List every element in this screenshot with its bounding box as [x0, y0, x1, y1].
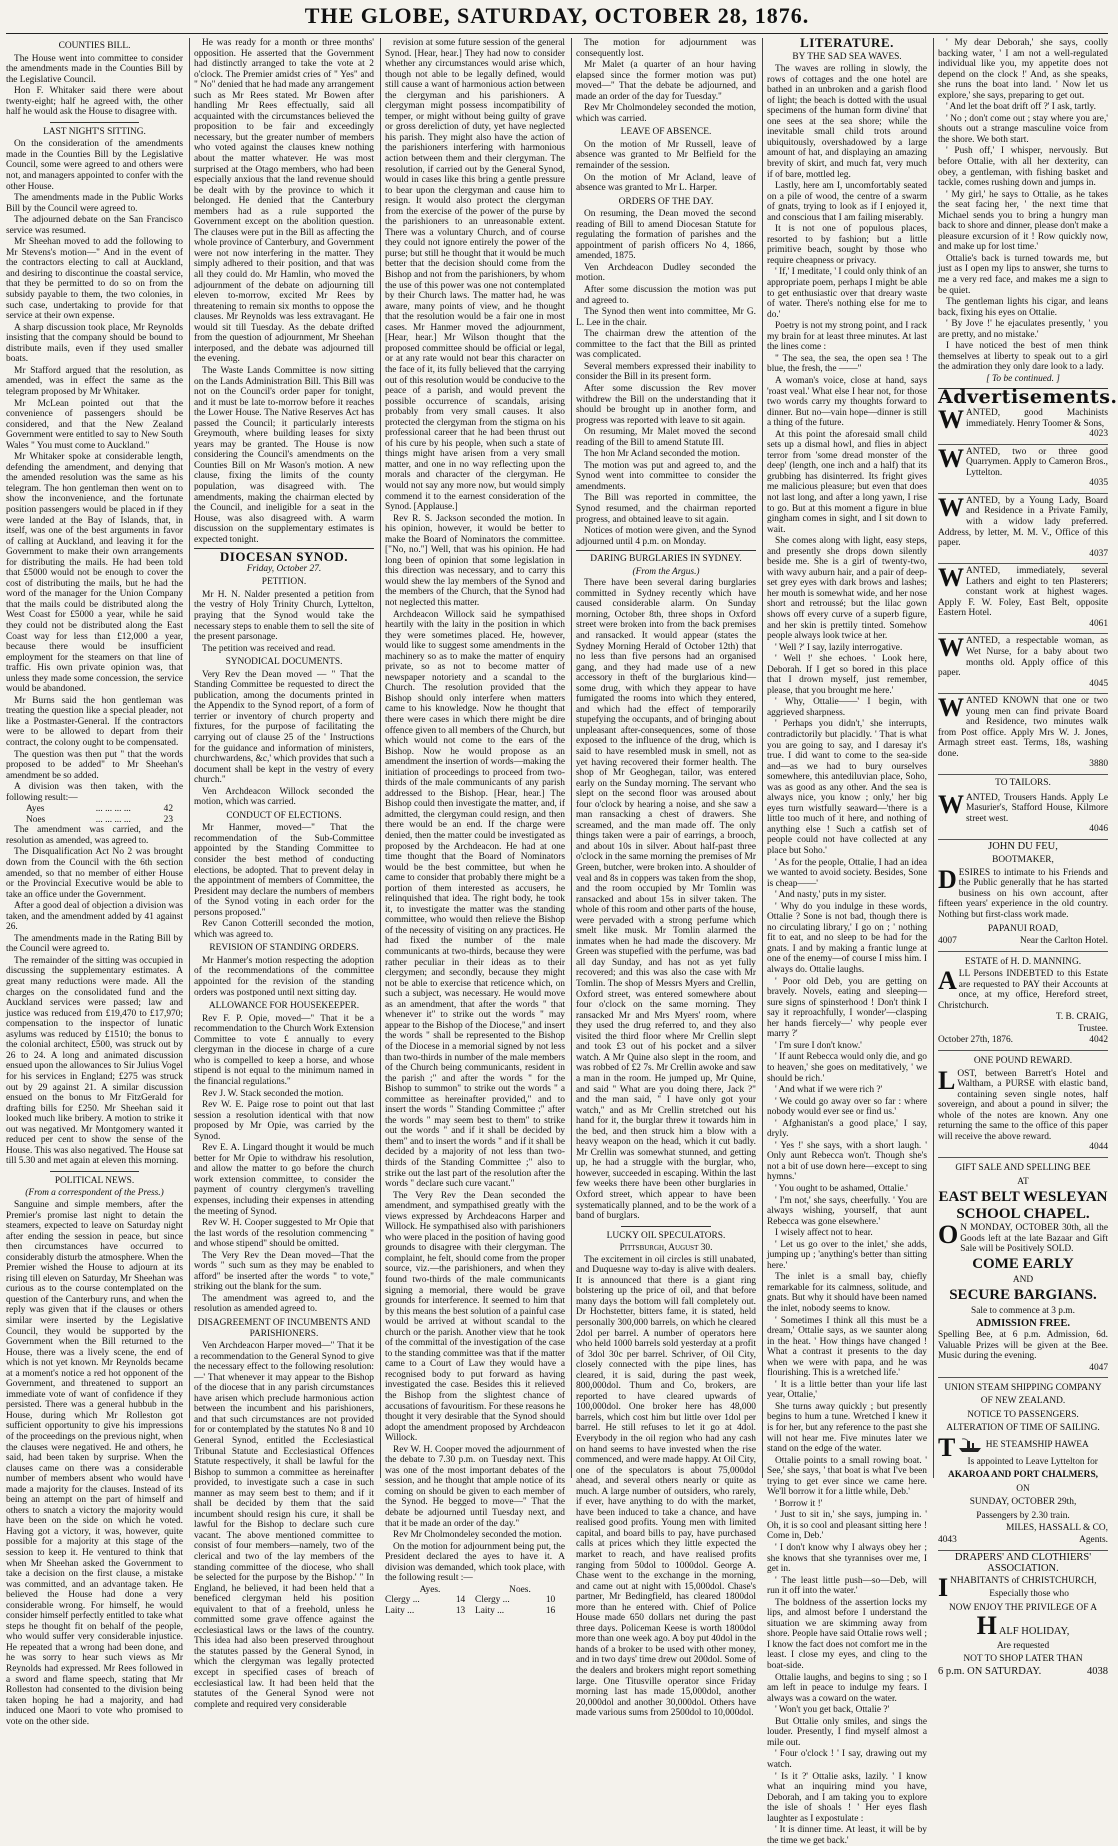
dropcap: I [938, 1572, 949, 1602]
ad-number: 4023 [1089, 429, 1108, 440]
paragraph: The amendments made in the Public Works Bill by the Council were agreed to. [6, 193, 183, 214]
estate-role: Trustee. [1077, 1023, 1108, 1034]
paragraph: On the motion of Mr Russell, leave of absence was granted to Mr Belfield for the remainder of the session. [576, 139, 756, 172]
paragraph: On the motion of Mr Acland, leave of absence was granted to Mr L. Harper. [576, 172, 756, 194]
division-noes-head: Noes. [509, 1584, 531, 1595]
steamship-name: HE STEAMSHIP HAWEA [985, 1439, 1089, 1450]
gift-sale-ad [938, 1158, 1108, 1378]
revision-body [194, 956, 374, 998]
du-feu-address: PAPANUI ROAD, [987, 923, 1059, 934]
paragraph: After some discussion the Rev mover withdrew the Bill on the understanding that it should be brought up in another form, and progress was reported with leave to sit again. [576, 383, 756, 426]
ad-number: 4038 [1087, 1665, 1108, 1677]
orders-day-heading: ORDERS OF THE DAY. [618, 196, 714, 207]
paragraph: Very Rev the Dean moved — " That the Standing Committee be requested to direct the publication, among the documents printed in the Appendix to the Synod report, of a form of terrier or inventory of church property and fixtures, for the purpose of facilitating the carrying out of clause 25 of the ' Instructions for the guidance and information of ministers, churchwardens, &c,' which provides that such a document shall be kept in the vestry of every church." [194, 669, 374, 786]
paragraph: ' Afghanistan's a good place,' I say, dryly. [767, 1118, 927, 1140]
counties-bill-heading: COUNTIES BILL. [58, 41, 131, 51]
gift-come-early: COME EARLY [972, 1255, 1074, 1272]
gift-venue-line1: EAST BELT WESLEYAN [938, 1189, 1108, 1206]
column-divider [762, 38, 763, 1478]
diocesan-synod-heading: DIOCESAN SYNOD. [219, 549, 349, 565]
conduct-elections-heading: CONDUCT OF ELECTIONS. [226, 810, 342, 821]
ad-text: ANTED, immediately, several Lathers and eight to ten Plasterers; constant work at highest wages. Apply F. W. Foley, East Belt, opposite Eastern Hotel. [938, 566, 1108, 619]
dropcap: A [938, 966, 957, 996]
dropcap: W [938, 563, 964, 593]
laity-label: Laity ... [385, 1605, 415, 1616]
counties-bill-body [6, 54, 183, 118]
synod-division-table [385, 1585, 565, 1617]
paragraph: Sanguine and simple members, after the Premier's promise last night to detain the steamers, expected to leave on Saturday night after ending the session in peace, but since then circumstances have occurred to considerably disturb the atmosphere. When the Premier wished the House to adjourn at its rising till eleven on Saturday, Mr Sheehan was curious as to the course contemplated on the question of the Canterbury runs, and when the reply was given that if the clauses or others similar were inserted by the Legislative Council, they would be supported by the Government when the Bill returned to the House, there was a lively scene, the end of which is not yet known. Mr Reynolds became at a moment's notice a red hot opponent of the Government, and threatened to support an immediate vote of want of confidence if they persisted. There was a general hubbub in the House, during which Mr Rolleston got sufficient opportunity to give his impressions of the proceedings on the previous night, when the clauses were negatived. He and others, he said, had been taken by surprise. When the clauses came on there was a considerable number of members absent who would have made a majority for the clauses. Instead of its being an attempt on the part of himself and others to snatch a victory the majority would have been on the side on which he voted. Having got a victory, it was, however, quite possible for a majority at this stage of the session to keep it. He ventured to think that when Mr Sheehan asked the Government to take a decision on the first clause, a mistake was committed, and an advantage taken. He believed the House had done a very considerable wrong. For himself, he would consider himself perfectly entitled to take what steps he thought fit on behalf of the people, who would suffer very considerable injustice. He repeated that a wrong had been done, and he was sorry to hear such views as Mr Reynolds had expressed. Mr Rees followed in a sword and flame speech, stating that Mr Rolleston had consented to the division being taken hoping he had a majority, and had induced one Maori to vote who promised to vote on the other side. [6, 1199, 183, 1727]
estate-ad [938, 952, 1108, 1051]
paragraph: It is not one of populous places, resorted to by fashion; but a little primitive beach, sought by those who require cheapness or privacy. [767, 224, 927, 266]
paragraph: Mr Hanmer's motion respecting the adoption of the recommendations of the committee appointed for the revision of the standing orders was postponed until next sitting day. [194, 955, 374, 998]
section-rule [621, 1226, 711, 1227]
union-agents: Agents. [1079, 1534, 1108, 1545]
paragraph: The waves are rolling in slowly, the rows of cottages and the one hotel are bathed in an unbroken and a garish flood of light; the beach is dotted with the usual specimens of the human form divine' that one sees at the sea shore; while the inevitable small child trots around ubiquitously, overshadowed by a large amount of hat, and displaying an amazing brevity of skirt, and much fat, very much if of bare, mottled leg. [767, 64, 927, 180]
estate-signatory: T. B. CRAIG, [1055, 1012, 1108, 1023]
division-table: Ayes ... ... ... ... 42 Noes ... ... ... ... 23 [6, 804, 183, 825]
paragraph: She turns away quickly ; but presently begins to hum a tune. Wretched I knew it is for her, but any reference to the past she will not hear me. Five minutes later we stand on the edge of the water. [767, 1401, 927, 1455]
drapers-ad [938, 1551, 1108, 1682]
section-rule [576, 550, 756, 551]
column-divider [571, 38, 572, 1478]
clergy-ayes: 14 [455, 1595, 466, 1606]
paragraph: ' Why, Ottalie——' I begin, with aggrieved sharpness. [767, 697, 927, 718]
paragraph: The boldness of the assertion locks my lips, and almost before I understand the situation we are skimming away from shore. People have said Ottalie rows well ; I know the fact does not comfort me in the least. I close my eyes, and cling to the boat-side. [767, 1597, 927, 1672]
ad-text: Spelling Bee, at 6 p.m. Admission, 6d. Valuable Prizes will be given at the Bee. Music during the evening. [938, 1330, 1108, 1362]
drapers-not-to-shop: NOT TO SHOP LATER THAN [963, 1654, 1083, 1665]
clergy-noes: 10 [545, 1595, 556, 1606]
clergy-label: Clergy ... [385, 1595, 420, 1606]
paragraph: Ottalie points to a small rowing boat. ' See,' she says, ' that boat is what I've been trying to get ever since we came here. We'll borrow it for a little while, Deb.' [767, 1455, 927, 1498]
paragraph: ' If aunt Rebecca would only die, and go to heaven,' she goes on meditatively, ' we should be rich.' [767, 1052, 927, 1084]
paragraph: Mr Malet (a quarter of an hour having elapsed since the former motion was put) moved—" That the debate be adjourned, and made an order of the day for Tuesday." [576, 60, 756, 102]
paragraph: Rev J. W. Stack seconded the motion. [202, 1088, 344, 1099]
paragraph: I have noticed the best of men think themselves at liberty to speak out to a girl the admiration they only dare look to a lady. [938, 341, 1108, 373]
clergy-label: Clergy ... [474, 1595, 510, 1606]
du-feu-trade: BOOTMAKER, [992, 855, 1054, 866]
paragraph: Rev E. A. Lingard thought it would be much better for Mr Opie to withdraw his resolution, and allow the matter to go before the church work extension committee, to consider the payment of country clergymen's travelling expenses, including their expenses in attending the meeting of Synod. [194, 1143, 374, 1217]
dropcap: W [938, 443, 964, 473]
paragraph: The Very Rev the Dean moved—That the words " such sum as they may be enabled to afford" be inserted after the words " to vote," striking out the blank for the sum. [194, 1250, 374, 1293]
paragraph: " The sea, the sea, the open sea ! The blue, the fresh, the ——" [767, 353, 927, 375]
political-news-body [6, 1200, 183, 1727]
gift-venue-line2: SCHOOL CHAPEL. [956, 1206, 1090, 1223]
paragraph: Ven Archdeacon Dudley seconded the motion. [576, 262, 756, 284]
masthead-rule [6, 33, 1108, 34]
column-5 [767, 35, 927, 1846]
ad-number: 4035 [1089, 478, 1108, 489]
paragraph: Several members expressed their inability to consider the Bill in its present form. [576, 361, 756, 383]
political-news-continued [194, 38, 374, 545]
paragraph: I wisely affect not to hear. [775, 1228, 873, 1239]
paragraph: ' Perhaps you didn't,' she interrupts, contradictorily but placidly. ' That is what you are going to say, and I daresay it's true. I did want to come to the sea-side and—as we had to bury ourselves somewhere, this antediluvian place, Soho, was as good as any other. And the sea is always nice, you know ; only,' her big eyes turn wistfully seaward—'there is a little too much of it here, and nothing of anything else ! Such a catfish set of people could not have collected at any place but Soho.' [767, 719, 927, 857]
dropcap: W [938, 693, 964, 723]
union-text: Is appointed to Leave Lyttelton for [967, 1456, 1098, 1467]
wanted-ad [938, 634, 1108, 694]
union-alteration: ALTERATION OF TIME OF SAILING. [946, 1423, 1100, 1434]
paragraph: Notices of motion were given, and the Synod adjourned until 4 p.m. on Monday. [576, 526, 756, 547]
paragraph: ' And let the boat drift off ?' I ask, tartly. [946, 102, 1096, 113]
column-divider [189, 38, 190, 1478]
paragraph: On resuming, Mr Malet moved the second reading of the Bill to amend Statute III. [576, 427, 756, 448]
ad-number: 3880 [1089, 759, 1108, 770]
paragraph: The Waste Lands Committee is now sitting on the Lands Administration Bill. This Bill was not on the Council's order paper for tonight, and it must be late to-morrow before it reaches the Lower House. The Native Reserves Act has passed the Council; it particularly interests Greymouth, where building leases for sixty years may be granted. The House is now considering the Council's amendments on the Counties Bill on Mr Wason's motion. A new clause, fixing the limits of the county population, was disagreed with. The amendments, making the chairman elected by the Council, and ineligible for a seat in the House, was also disagreed with. A warm discussion on the supplementary estimates is expected tonight. [194, 365, 374, 545]
ad-text: ANTED, good Machinists immediately. Henry Toomer & Sons, [966, 408, 1108, 429]
paragraph: ' I'm sure I don't know.' [775, 1040, 862, 1051]
paragraph: The gentleman lights his cigar, and leans back, fixing his eyes on Ottalie. [938, 297, 1108, 318]
column-divider [380, 38, 381, 1478]
paragraph: The motion was put and agreed to, and the Synod went into committee to consider the amendments. [576, 460, 756, 492]
column-1 [6, 38, 183, 1727]
dropcap: W [938, 492, 964, 522]
ad-text: ANTED, a respectable woman, as Wet Nurse, for a baby about two months old. Apply office of this paper. [938, 636, 1108, 679]
union-destination: AKAROA AND PORT CHALMERS, [947, 1470, 1099, 1481]
dropcap: O [938, 1220, 959, 1250]
dropcap: H [976, 1611, 997, 1641]
wanted-ad [938, 564, 1108, 634]
paragraph: She comes along with light, easy steps, and presently she drops down silently beside me. She is a girl of twenty-two, with wavy auburn hair, and a pair of deep-set grey eyes with dark brows and lashes; her mouth is somewhat wide, and her nose short and retroussé; but the lilac gown shows off every curve of a superb figure, and her skin is prettily tinted. Somehow people always look twice at her. [767, 536, 927, 642]
union-heading-1: UNION STEAM SHIPPING COMPANY [944, 1382, 1102, 1393]
paragraph: Mr Stafford argued that the resolution, as amended, was in effect the same as the telegram proposed by Mr Whitaker. [6, 365, 183, 397]
paragraph: ' I don't know why I always obey her ; she knows that she tyrannises over me, I get in. [767, 1543, 927, 1575]
column-divider [933, 38, 934, 1478]
ayes-label: Ayes [26, 804, 45, 815]
paragraph: ' Poor old Deb, you are getting on bravely. Novels, eating and sleeping—sure signs of spinsterhood ! Don't think I say it reproachfully, I wonder'—clasping her hands fiercely—' why people ever marry ?' [767, 976, 927, 1040]
du-feu-location: Near the Carlton Hotel. [1020, 936, 1108, 947]
laity-ayes: 13 [455, 1605, 466, 1616]
tailors-heading: TO TAILORS. [995, 778, 1051, 788]
oil-speculators-body [576, 1255, 756, 1719]
paragraph: The petition was received and read. [202, 643, 336, 654]
paragraph: There have been several daring burglaries committed in Sydney recently which have caused considerable alarm. On Sunday morning, October 8th, three shops in Oxford street were broken into from the back premises and ransacked. It would appear (states the Sydney Morning Herald of October 12th) that no less than five persons had an organised gang, and they had made use of a new accessory in theft of the burglarious kind—some drug, with which they appear to have fumigated the rooms into which they entered, and which had the effect of temporarily stupefying the occupants, and of bringing about unpleasant after-consequences, some of those exposed to the influence of the drug, which is said to have resembled musk in smell, not as yet having recovered their former health. The shop of Mr Geoghegan, tailor, was entered early on the Sunday morning. The servant who slept on the second floor was aroused about four o'clock by hearing a noise, and she saw a man ransacking a chest of drawers. She screamed, and the man made off. The only things taken were a pair of earrings, a brooch, and about 10s in silver. About half-past three o'clock in the same morning the premises of Mr Green, butcher, were broken into. A shoulder of veal and 8s in coppers was taken from the shop, and the room occupied by Mr Tomlin was ransacked and about 15s in silver taken. The whole of this room and other parts of the house, were pervaded with a strong perfume which smelt like musk. Mr Tomlin alarmed the inmates when he had made the discovery. Mr Green was stupefied with the perfume, was bad all day Sunday, and has not as yet fully recovered; and this was also the case with Mr Tomlin. The shop of Messrs Myers and Crellin, Oxford street, was entered somewhere about four o'clock on the same morning. They ransacked Mr and Mrs Myers' room, where they used the drug referred to, and they also visited the third floor where Mr Crellin slept and took £3 out of his pocket and a silver watch. A Mr Quine also slept in the room, and was robbed of £2 7s. Mr Crellin awoke and saw a man in the room. He jumped up, Mr Quine, and said " What are you doing there, Jack ?" and the man said, " I have only got your watch," and as Mr Crellin stretched out his hand for it, the burglar threw it towards him in the bed, and then struck him a blow with a heavy weapon on the head, which it cut badly. Mr Crellin was somewhat stunned, and getting up, he had a struggle with the burglar, who, however, succeeded in escaping. Within the last few weeks there have been other burglaries in Oxford street, which appear to have been systematically planned, and to be the work of a band of burglars. [576, 578, 756, 1222]
paragraph: Lastly, here am I, uncomfortably seated on a pile of wood, the centre of a swarm of gnats, trying to look as if I enjoyed it, and conscious that I am failing miserably. [767, 181, 927, 223]
paragraph: ' We could go away over so far : where nobody would ever see or find us.' [767, 1096, 927, 1118]
paragraph: ' Well ?' I say, lazily interrogative. [775, 642, 903, 653]
column-3 [385, 38, 565, 1616]
ad-text: OST, between Barrett's Hotel and Waltham, a PURSE with elastic band, containing seven single notes, half sovereign, and about a pound in silver; the whole of the notes are known. Any one returning the same to the office of this paper will receive the above reward. [938, 1068, 1108, 1142]
paragraph: Archdeacon Willock said he sympathised heartily with the laity in the position in which they were sometimes placed. He, however, would like to suggest some amendments in the machinery so as to make the matter of enquiry private, so as not to become matter of newspaper notoriety and a scandal to the Church. The resolution provided that the Bishop should only interfere when matters came to his knowledge. Now he thought that there were cases in which there might be dire offence given to all members of the Church, but which would not come to the ears of the Bishop. Now he would propose as an amendment the insertion of words—making the initiation of proceedings to proceed from two-thirds of the male communicants of any parish addressed to the Bishop. [Hear, hear.] The Bishop could then investigate the matter, and, if admitted, the clergyman could resign, and then there would be an end. If the charge were denied, then the matter could be investigated as proposed by the Archdeacon. He had at one time thought that the Board of Nominators would be the best committee, but when he came to consider that probably there might be a portion of them interested as accusers, he relinquished that idea. The right body, he took it, to investigate the matter was the standing committee, who would then relieve the Bishop of the necessity of visiting on any practices. He had fixed the number of the male communicants at two-thirds, because they were rather peculiar in their ideas as to their clergymen; and secondly, because they might not be able to exercise that reticence which, on such a subject, was necessary. He would move as an amendment, that after the words " that whenever it" to strike out the words " may appear to the Bishop of the Diocese," and insert the words " shall be represented to the Bishop of the Diocese in a memorial signed by not less than two-thirds in number of the male members of the Church being communicants, resident in the parish ;" and after the words " for the Bishop to summon" to strike out the words " a committee as hereinafter provided," and to insert the words " Standing Committee ;" after the words " may seem best to them" to strike out the words " and if it shall be decided by them" and to insert the words " and if it shall be decided by a majority of not less than two-thirds of the Standing Committee ;" also to strike out the last part of the resolution after the words " declare such cure vacant." [385, 609, 565, 1190]
drapers-requested: Are requested [996, 1640, 1050, 1651]
paragraph: Mr Whitaker spoke at considerable length, defending the amendment, and denying that the amended resolution was the same as his telegram. The hon gentleman then went on to show the inconvenience, and the fortunate position passengers would be placed in if they were landed at the Bay of Islands, that, in itself, was one of the best arguments in favor of calling at Auckland, and leaving it for the Government to make their own arrangements for distributing the mails. He had been told that £5000 would not be enough to cover the cost of distributing the mails, but he had the word of the manager for the Union Company that the mails could be distributed along the West Coast for £5000 a year, while he said they could not be distributed along the East Coast way for less than £12,000 a year, because there would be insufficient employment for the steamers on that line of traffic. His own private opinion was, that unless they made some concession, the service would be abandoned. [6, 452, 183, 695]
story-body [767, 64, 927, 1846]
ad-text: ANTED, by a Young Lady, Board and Residence in a Private Family, with a widow lady preferred. Address, by letter, M. M. V., Office of this paper. [938, 495, 1108, 549]
paragraph: ' As for the people, Ottalie, I had an idea we wanted to avoid society. Besides, Sone is cheap——' [767, 857, 927, 889]
wanted-ads [938, 406, 1108, 775]
paragraph: On the consideration of the amendments made in the Counties Bill by the Legislative Council, some were agreed to and others were not, and managers appointed to confer with the other House. [6, 139, 183, 192]
paragraph: Ottalie laughs, and begins to sing ; so I am left in peace to indulge my fears. I always was a coward on the water. [767, 1672, 927, 1704]
drapers-heading-2: ASSOCIATION. [987, 1563, 1059, 1575]
ad-number: 4046 [1089, 824, 1108, 835]
tailors-ad [938, 791, 1108, 840]
ad-text: LL Persons INDEBTED to this Estate are requested to PAY their Accounts at once, at my office, Hereford street, Christchurch. [938, 969, 1108, 1011]
paragraph: The amendment was agreed to, and the resolution as amended agreed to. [194, 1293, 374, 1315]
laity-label: Laity ... [474, 1605, 505, 1616]
paragraph: The remainder of the sitting was occupied in discussing the supplementary estimates. A great many reductions were made. All the charges on the consolidated fund and the Auckland services were passed; law and justice was reduced from £19,470 to £17,970; compensation to the inspector of lunatic asylums was reduced by £1510; the bonus to the colonial architect, £500, was struck out by 26 to 24. A long and animated discussion ensued upon the allowances to Sir Julius Vogel for his services in England; £275 was struck out by 29 against 21. A similar discussion ensued on the bonus to Mr FitzGerald for drafting bills for £250. Mr Sheehan said it looked much like bribery. A motion to strike it out was negatived. Mr Montgomery wanted it reduced per cent to show the sense of the House. This was also negatived. The House sat till 5.30 and met again at eleven this morning. [6, 955, 183, 1167]
dropcap: T [938, 1432, 956, 1462]
noes-count: 23 [163, 814, 173, 825]
column-6 [938, 38, 1118, 1677]
reward-heading: ONE POUND REWARD. [973, 1056, 1073, 1067]
paragraph: The inlet is a small bay, chiefly remarkable for its calmness, solitude, and gnats. But why it should have been named the inlet, nobody seems to know. [767, 1272, 927, 1314]
union-on: ON [1016, 1483, 1030, 1494]
paragraph: A division was then taken, with the following result:— [6, 782, 183, 803]
revision-heading: REVISION OF STANDING ORDERS. [209, 943, 359, 954]
synod-date: Friday, October 27. [246, 563, 322, 574]
synodical-documents-heading: SYNODICAL DOCUMENTS. [225, 657, 343, 668]
paragraph: ' My dear Deborah,' she says, coolly backing water, ' I am not a well-regulated individual like you, my appetite does not depend on the clock !' And, as she speaks, she runs the boat into land. ' Now let us explore,' she says, preparing to get out. [938, 38, 1108, 101]
disagreement-body [194, 1341, 374, 1710]
paragraph: The House went into committee to consider the amendments made in the Counties Bill by the Legislative Council. [6, 53, 183, 85]
paragraph: Mr McLean pointed out that the convenience of passengers should be considered, and that the New Zealand Government were entitled to say to New South Wales " You must come to Auckland." [6, 398, 183, 451]
section-rule [50, 1171, 139, 1172]
paragraph: ' Well !' she echoes. ' Look here, Deborah. If I get so bored in this place that I drown myself, just remember, please, that you brought me here.' [767, 654, 927, 696]
union-date: SUNDAY, OCTOBER 29th, [969, 1497, 1077, 1508]
paragraph: ' Borrow it !' [775, 1498, 823, 1509]
masthead: THE GLOBE, SATURDAY, OCTOBER 28, 1876. [304, 3, 810, 28]
paragraph: ' Sometimes I think all this must be a dream,' Ottalie says, as we saunter along in the heat. ' How things have changed ! What a contrast it presents to the day when we were with papa, and he was flourishing. This is a wretched life.' [767, 1315, 927, 1379]
paragraph: ' The least little push—so—Deb, will run it off into the water.' [767, 1575, 927, 1597]
paragraph: ' No ; don't come out ; stay where you are,' shouts out a strange masculine voice from the shore. We both start. [938, 113, 1108, 145]
estate-heading: ESTATE of H. D. MANNING. [964, 956, 1082, 967]
gift-and: AND [1012, 1274, 1034, 1285]
section-rule [50, 122, 139, 123]
wanted-ad [938, 494, 1108, 564]
paragraph: The amendments made in the Rating Bill by the Council were agreed to. [6, 933, 183, 955]
burglaries-source: (From the Argus.) [632, 566, 700, 577]
union-heading-2: OF NEW ZEALAND. [980, 1396, 1066, 1407]
paragraph: A sharp discussion took place, Mr Reynolds insisting that the company should be bound to distribute mails, even if they used smaller boats. [6, 322, 183, 365]
paragraph: The chairman drew the attention of the committee to the fact that the Bill as printed was complicated. [576, 329, 756, 361]
dropcap: D [938, 864, 957, 894]
wanted-ad [938, 694, 1108, 775]
paragraph: ' It is a little better than your life last year, Ottalie,' [767, 1379, 927, 1401]
dropcap: L [938, 1065, 956, 1095]
paragraph: But Ottalie only smiles, and sings the louder. Presently, I find myself almost a mile out. [767, 1716, 927, 1748]
ad-text: ANTED KNOWN that one or two young men can find private Board and Residence, two minutes walk from Post office. Apply Mrs W. J. Jones, Armagh street east. Terms, 18s, washing done. [938, 696, 1108, 759]
drapers-heading-1: DRAPERS' AND CLOTHIERS' [954, 1551, 1092, 1563]
paragraph: The motion for adjournment was consequently lost. [576, 38, 756, 59]
gift-at: AT [1017, 1176, 1029, 1187]
paragraph: ' And nasty,' puts in my sister. [775, 890, 887, 901]
paragraph: The Bill was reported in committee, the Synod resumed, and the chairman reported progress, and obtained leave to sit again. [576, 493, 756, 525]
ad-number: 4047 [1089, 1362, 1108, 1373]
steamship-icon [957, 1436, 983, 1454]
ad-number: 4007 [938, 936, 957, 947]
story-continued-body [938, 38, 1108, 373]
paragraph: ' Four o'clock ! ' I say, drawing out my watch. [767, 1749, 927, 1770]
synod-debate-body [385, 38, 565, 1584]
paragraph: Mr Sheehan moved to add the following to Mr Stevens's motion—" And in the event of the contractors electing to call at Auckland, and desiring to discontinue the coastal service, that they be permitted to do so on from the subsidy payable to them, the two colonies, in such case, undertaking to provide for that service at their own expense. [6, 237, 183, 322]
ayes-count: 42 [163, 804, 173, 815]
drapers-half-holiday: ALF HOLIDAY, [998, 1626, 1070, 1638]
paragraph: ' If,' I meditate, ' I could only think of an appropriate poem, perhaps I might be able to get enthusiastic over that dreary waste of water. There's nothing else for me to do.' [767, 267, 927, 320]
estate-date: October 27th, 1876. [938, 1035, 1013, 1046]
division-ayes-head: Ayes. [419, 1584, 441, 1595]
paragraph: After some discussion the motion was put and agreed to. [576, 285, 756, 306]
last-nights-sitting-heading: LAST NIGHT'S SITTING. [43, 126, 146, 137]
paragraph: The adjourned debate on the San Francisco service was resumed. [6, 215, 183, 236]
gift-admission: ADMISSION FREE. [976, 1317, 1070, 1329]
union-passengers: Passengers by 2.30 train. [976, 1510, 1070, 1521]
paragraph: The amendment was carried, and the resolution as amended, was agreed to. [6, 825, 183, 846]
drapers-especially: Especially those who [989, 1589, 1069, 1600]
union-notice: NOTICE TO PASSENGERS. [967, 1409, 1079, 1420]
du-feu-name: JOHN DU FEU, [988, 840, 1058, 852]
last-nights-sitting-body [6, 139, 183, 803]
ad-text: ANTED, Trousers Hands. Apply Le Masurier's, Stafford House, Kilmore street west. [966, 792, 1108, 824]
ad-number: 4037 [1089, 548, 1108, 559]
wanted-ad [938, 445, 1108, 494]
advertisements-heading: Advertisements. [938, 385, 1118, 408]
paragraph: ' It is dinner time. At least, it will be by the time we get back.' [767, 1825, 927, 1846]
burglaries-body [576, 578, 756, 1221]
paragraph: Rev R. S. Jackson seconded the motion. In his opinion, however, it would be better to make the Board of Nominators the committee. ["No, no."] Well, that was his opinion. He had long been of opinion that some legislation in this direction was necessary, and to carry this would shew the lay members of the Synod and the members of the Church, that the Synod had not neglected this matter. [385, 513, 565, 608]
ad-number: 4042 [1089, 1035, 1108, 1046]
synodical-documents-body [194, 670, 374, 808]
reward-ad [938, 1051, 1108, 1158]
paragraph: Rev Mr Cholmondeley seconded the motion. [393, 1530, 562, 1541]
paragraph: revision at some future session of the general Synod. [Hear, hear.] They had now to consider whether any circumstances would arise which, though not able to be legally defined, would still cause a want of harmonious action between the clergyman and his parishioners. A clergyman might possess incompatibility of temper, or might without being guilty of grave or gross dereliction of duty, yet have neglected his parish. They might also have the action of the parishioners interfering with harmonious action between them and their clergyman. The resolution, if carried out by the General Synod, would in cases like this bring a gentle pressure to bear upon the clergyman and cause him to resign. It would also protect the clergyman from the exercise of the power of the purse by the parishioners to an unreasonable extent. There was a voluntary Church, and of course they could not ignore entirely the power of the purse; but still he thought that it would be much better that the decision should come from the Bishop and not from the parishioners, by whom the use of this power was one not contemplated by their Church laws. The matter had, he was aware, many points of view, and he thought that the resolution would be a fair one in most cases. Mr Hanmer moved the adjournment, [Hear, hear.] Mr Wilson thought that the proposed committee should be official or legal, or at any rate would not bear this character on the face of it, its fully believed that the carrying out of this resolution would be conducive to the peace of a parish, and would prevent the possible occurrence of scandals, arising probably from very small causes. It also protected the clergyman from the stigma on his professional career that he had been thrust out of his cure by his people, when such a state of things might have arisen from a very small matter, and one in no way reflecting upon the morals and character of the clergyman. He would not say any more now, but would simply commend it to the earnest consideration of the Synod. [Applause.] [385, 38, 565, 513]
petition-heading: PETITION. [261, 577, 307, 588]
last-nights-sitting-body-2 [6, 825, 183, 1167]
burglaries-heading: DARING BURGLARIES IN SYDNEY. [590, 554, 742, 565]
paragraph: On the motion for adjournment being put, the President declared the ayes to have it. A division was demanded, which took place, with the following result :— [385, 1541, 565, 1584]
drapers-privilege: NOW ENJOY THE PRIVILEGE OF A [949, 1602, 1097, 1613]
ad-text: ANTED, two or three good Quarrymen. Apply to Cameron Bros., Lyttelton. [966, 446, 1108, 478]
column-4 [576, 38, 756, 1719]
paragraph: Ven Archdeacon Harper moved—" That it be a recommendation to the General Synod to give the necessary effect to the following resolution:—' That whenever it may appear to the Bishop of the diocese that in any parish circumstances have arisen which preclude harmonious action between the incumbent and his parishioners, and that such circumstances are not provided for or contemplated by the statutes No 8 and 10 General Synod, entitled the Ecclesiastical Tribunal Statute and Ecclesiastical Offences Statute respectively, it shall be lawful for the Bishop to summon a committee as hereinafter provided, to investigate such a case in such manner as may seem best to them; and if it shall be decided by them that the said incumbent should resign his cure, it shall be lawful for the Bishop to declare such cure vacant. The above mentioned committee to consist of four members—namely, two of the clerical and two of the lay members of the standing committee of the diocese, who shall be selected for the purpose by the Bishop.' " In England, he believed, it had been held that a beneficed clergyman held his position equivalent to that of a freehold, unless he committed some grave offence against the ecclesiastical laws or the laws of the country. This idea had also been preserved throughout the statutes passed by the General Synod, in which the clergyman was legally protected except in specified cases of breach of ecclesiastical law. It had been held that the statutes of the General Synod were not complete and required very considerable [194, 1341, 374, 1710]
laity-noes: 16 [545, 1605, 556, 1616]
paragraph: ' Push off,' I whisper, nervously. But before Ottalie, with all her dexterity, can obey, a gentleman, with fishing basket and tackle, comes rushing down and jumps in. [938, 146, 1108, 189]
paragraph: The excitement in oil circles is still unabated, and Duquesne way to-day is alive with dealers. It is announced that there is a giant ring bolstering up the price of oil, and that before many days the bottom will fall completely out. Dr Hochstetter, bitters fame, it is stated, held personally 300,000 barrels, on which he cleared 2dol per barrel. A number of operators here who held 1000 barrels sold yesterday at a profit of 3dol 30c per barrel. Schriver, of Oil City, closely connected with the pipe lines, has cleared, it is said, during the past week, 800,000dol. Thum and Co, brokers, are reported to have cleared upwards of 100,000dol. One broker here has 48,000 barrels, which cost him but little over 1dol per barrel. He still refuses to let it go at 4dol. Everybody in the oil region who had any cash on hand seems to have invested when the rise commenced, and were made happy. At Oil City, one of the speculators is about 75,000dol ahead, and several others nearly or quite as much. A large number of outsiders, who rarely, if ever, have anything to do with the market, have been induced to take a chance, and have realised good profits. Young men with limited capital, and board bills to pay, have purchased calls at prices which they little expected the market to reach, and have realised profits ranging from 50dol to 1000dol. George A. Chase went to the exchange in the morning, and came out at night with 15,000dol. Chase's partner, Mr Bedingfield, has cleared 1800dol more than he entered with. Chief of Police House made 650 dollars net during the past three days. Policeman Keese is worth 1800dol more than one week ago. A boy put 40dol in the hands of a broker to be used with other money, and in two days' time drew out 200dol. Some of the dealers and brokers might report something large. One Titusville operator since Friday morning last has made 15,000dol, another 20,000dol and another 30,000dol. Others have made various sums from 2500dol to 10,000dol. [576, 1254, 756, 1719]
paragraph: ' Just to sit in,' she says, jumping in. ' Oh, it is so cool and pleasant sitting here ! Come in, Deb.' [767, 1510, 927, 1542]
paragraph: The Very Rev the Dean seconded the amendment, and sympathised greatly with the views expressed by Archdeacons Harper and Willock. He sympathised also with parishioners who were placed in the position of having good grounds to disagree with their clergyman. The complaint, he felt, should come from the proper source, viz.—the parishioners, and when they found two-thirds of the male communicants signing a memorial, there would be grave grounds for interference. It seemed to him that by this means the best solution of a painful case would be arrived at without scandal to the church or the parish. Another view that he took of the committal of the investigation of the case to the standing committee was that if the matter came to a Court of Law they would have a recognised body to put forward as having investigated the case. Besides this it relieved the Bishop from the slightest chance of accusations of favouritism. For these reasons he thought it very desirable that the Synod should adopt the amendment proposed by Archdeacon Willock. [385, 1190, 565, 1444]
paragraph: ' Yes !' she says, with a short laugh. ' Only aunt Rebecca won't. Though she's not a bit of use down here—except to sing hymns.' [767, 1140, 927, 1183]
paragraph: ' Let us go over to the inlet,' she adds, jumping up ; 'anything's better than sitting here.' [767, 1239, 927, 1271]
ad-text: ESIRES to intimate to his Friends and the Public generally that he has started business on his own account, after fifteen years' experience in the old country. Nothing but first-class work made. [938, 867, 1108, 921]
paragraph: ' And what if we were rich ?' [775, 1085, 883, 1096]
dropcap: W [938, 633, 964, 663]
ad-number: 4045 [1089, 678, 1108, 689]
paragraph: On resuming, the Dean moved the second reading of Bill to amend Diocesan Statute for regulating the formation of parishes and the appointment of parish officers No 4, 1866, amended, 1875. [576, 209, 756, 262]
noes-label: Noes [26, 814, 46, 825]
ad-number: 4044 [1089, 1142, 1108, 1153]
paragraph: Rev F. P. Opie, moved—" That it be a recommendation to the Church Work Extension Committee to vote £ annually to every clergyman in the diocese in charge of a cure who is compelled to keep a horse, and whose stipend is not equal to the minimum named in the financial regulations." [194, 1013, 374, 1087]
paragraph: Hon F. Whitaker said there were about twenty-eight; half he agreed with, the other half he would ask the House to disagree with. [6, 86, 183, 118]
paragraph: Rev Mr Cholmondeley seconded the motion, which was carried. [576, 103, 756, 124]
paragraph: Ven Archdeacon Willock seconded the motion, which was carried. [194, 786, 374, 808]
union-steam-ad [938, 1378, 1108, 1551]
paragraph: The Disqualification Act No 2 was brought down from the Council with the 6th section amended, so that no member of either House or the Provincial Executive would be able to take an office under the Government. [6, 847, 183, 900]
allowance-body [194, 1014, 374, 1315]
conduct-elections-body [194, 823, 374, 940]
union-agent: MILES, HASSALL & CO, [1005, 1523, 1108, 1534]
paragraph: The Synod then went into committee, Mr G. L. Lee in the chair. [576, 307, 756, 328]
paragraph: At this point the aforesaid small child sets up a dismal howl, and flies in abject terror from 'some dread monster of the deep' (length, one inch and a half) that its grubbing has disinterred. Its fright gives me malicious pleasure; but even that does not last long, and after a long yawn, I rise to go. But at this moment a figure in blue gingham comes in sight, and I sit down to wait. [767, 429, 927, 535]
wanted-ad [938, 406, 1108, 445]
paragraph: ' Won't you get back, Ottalie ?' [775, 1705, 890, 1716]
paragraph: ' Is it ?' Ottalie asks, lazily. ' I know what an inquiring mind you have, Deborah, and I am taking you to explore the isle of shoals ! ' Her eyes flash laughter as I expostulate : [767, 1771, 927, 1824]
dropcap: W [938, 789, 964, 819]
paragraph: Rev Canon Cotterill seconded the motion, which was agreed to. [194, 919, 374, 940]
gift-secure-bargains: SECURE BARGIANS. [949, 1287, 1097, 1304]
ad-number: 4061 [1089, 618, 1108, 629]
paragraph: Mr Hanmer, moved—" That the recommendation of the Sub-Committee appointed by the Standing Committee to consider the best method of conducting elections, be adopted. That to prevent delay in the appointment of members of Committee, the President may declare the numbers of members of the Synod voting in each order for the persons proposed." [194, 823, 374, 918]
column-2 [194, 38, 374, 1710]
paragraph: Poetry is not my strong point, and I rack my brain for at least three minutes. At last the lines come : [767, 321, 927, 353]
paragraph: Rev W. H. Cooper suggested to Mr Opie that the last words of the resolution commencing " and whose stipend" should be omitted. [194, 1218, 374, 1250]
dropcap: W [938, 405, 964, 435]
political-news-heading: POLITICAL NEWS. [54, 1175, 135, 1186]
ad-text: NHABITANTS of CHRISTCHURCH, [950, 1575, 1097, 1586]
leave-absence-body [576, 140, 756, 194]
ad-number: 4043 [938, 1534, 957, 1545]
paragraph: Rev W. E. Paige rose to point out that last session a resolution identical with that now proposed by Mr Opie, was carried by the Synod. [194, 1100, 374, 1142]
orders-day-body [576, 209, 756, 547]
synod-continued-body [576, 38, 756, 124]
paragraph: ' By Jove !' he ejaculates presently, ' you are pretty, and no mistake.' [938, 319, 1108, 340]
paragraph: Rev W. H. Cooper moved the adjournment of the debate to 7.30 p.m. on Tuesday next. This was one of the most important debates of the session, and he thought that ample notice of its coming on should be given to each member of the Synod. He begged to move—" That the debate be adjourned until Tuesday next, and that it be made an order of the day." [385, 1444, 565, 1529]
paragraph: After a good deal of objection a division was taken, and the amendment added by 41 against 26. [6, 901, 183, 933]
paragraph: ' You ought to be ashamed, Ottalie.' [775, 1183, 908, 1194]
gift-heading: GIFT SALE AND SPELLING BEE [955, 1162, 1091, 1173]
paragraph: The hon Mr Acland seconded the motion. [584, 449, 740, 460]
paragraph: ' Why do you indulge in these words, Ottalie ? Sone is not bad, though there is no circulating library,' I go on ; ' nothing fit to eat, and no sleep to be had for the gnats. I and by making a frantic lunge at one of the enemy—of course I miss him. I always do. Ottalie laughs. [767, 901, 927, 976]
paragraph: ' I'm not,' she says, cheerfully. ' You are always wishing, yourself, that aunt Rebecca was gone elsewhere.' [767, 1195, 927, 1227]
paragraph: A woman's voice, close at hand, says 'roast veal.' What else I hear not, for those two words carry my thoughts forward to dinner. But no—vain hope—dinner is still a thing of the future. [767, 375, 927, 429]
leave-absence-heading: LEAVE OF ABSENCE. [620, 127, 712, 138]
literature-heading: LITERATURE. [800, 35, 894, 50]
du-feu-ad [938, 840, 1108, 952]
oil-speculators-heading: LUCKY OIL SPECULATORS. [606, 1230, 726, 1241]
political-news-byline: (From a correspondent of the Press.) [25, 1188, 164, 1199]
paragraph: ' My girl,' he says to Ottalie, as he takes the seat facing her, ' the next time that Michael sends you to bring a hungry man back to shore and dinner, please don't make a pleasure excursion of it ! Row quickly now, and make up for lost time.' [938, 189, 1108, 253]
paragraph: Mr H. N. Nalder presented a petition from the vestry of Holy Trinity Church, Lyttelton, praying that the Synod would take the necessary steps to enable them to sell the site of the present parsonage. [194, 589, 374, 643]
paragraph: He was ready for a month or three months' opposition. He asserted that the Government had distinctly arranged to take the vote at 2 o'clock. The Premier amidst cries of " Yes" and " No" denied that he had made any arrangement such as Mr Rees stated. Mr Bowen after handling Mr Rees effectually, said all acquainted with the circumstances believed the proposition to be fair and exceedingly necessary, but the greater number of members who voted against the clauses knew nothing about the matter whatever. He was most surprised at the Otago members, who had been especially anxious that the land revenue should be dealt with by the province to which it belonged. He denied that the Canterbury members had as a rule supported the Government except on the abolition question. The clauses were put in the Bill as affecting the whole province of Canterbury, and Government were not now interfering in the matter. They simply adhered to their position, and that was all they could do. Mr Hamlin, who moved the adjournment of the debate on adjourning till eleven to-morrow, excited Mr Rees by threatening to remain six months to oppose the clauses. Mr Reynolds was less extravagant. He would sit till Tuesday. As the debate drifted from the question of adjournment, Mr Sheehan interposed, and the debate was adjourned till the evening. [194, 38, 374, 365]
paragraph: Ottalie's back is turned towards me, but just as I open my lips to answer, she turns to me a very red face, and makes me a sign to be quiet. [938, 253, 1108, 296]
story-title: BY THE SAD SEA WAVES. [792, 51, 902, 62]
oil-dateline: Pittsburgh, August 30. [619, 1243, 713, 1254]
paragraph: Mr Burns said the hon gentleman was treating the question like a special pleader, not like a Postmaster-General. If the contractors were to be allowed to depart from their contract, the colony ought to be compensated. [6, 695, 183, 748]
drapers-time: 6 p.m. ON SATURDAY. [938, 1665, 1042, 1677]
ad-text: N MONDAY, OCTOBER 30th, all the Goods left at the late Bazaar and Gift Sale will be Positively SOLD. [960, 1223, 1108, 1255]
disagreement-heading: DISAGREEMENT OF INCUMBENTS AND PARISHIONERS. [197, 1317, 371, 1339]
to-be-continued: [ To be continued. ] [986, 373, 1060, 384]
petition-body [194, 590, 374, 654]
gift-sale-time: Sale to commence at 3 p.m. [971, 1306, 1075, 1317]
paragraph: The question was then put " that the words proposed to be added" to Mr Sheehan's amendment be so added. [6, 749, 183, 781]
allowance-heading: ALLOWANCE FOR HOUSEKEEPER. [208, 1001, 360, 1012]
